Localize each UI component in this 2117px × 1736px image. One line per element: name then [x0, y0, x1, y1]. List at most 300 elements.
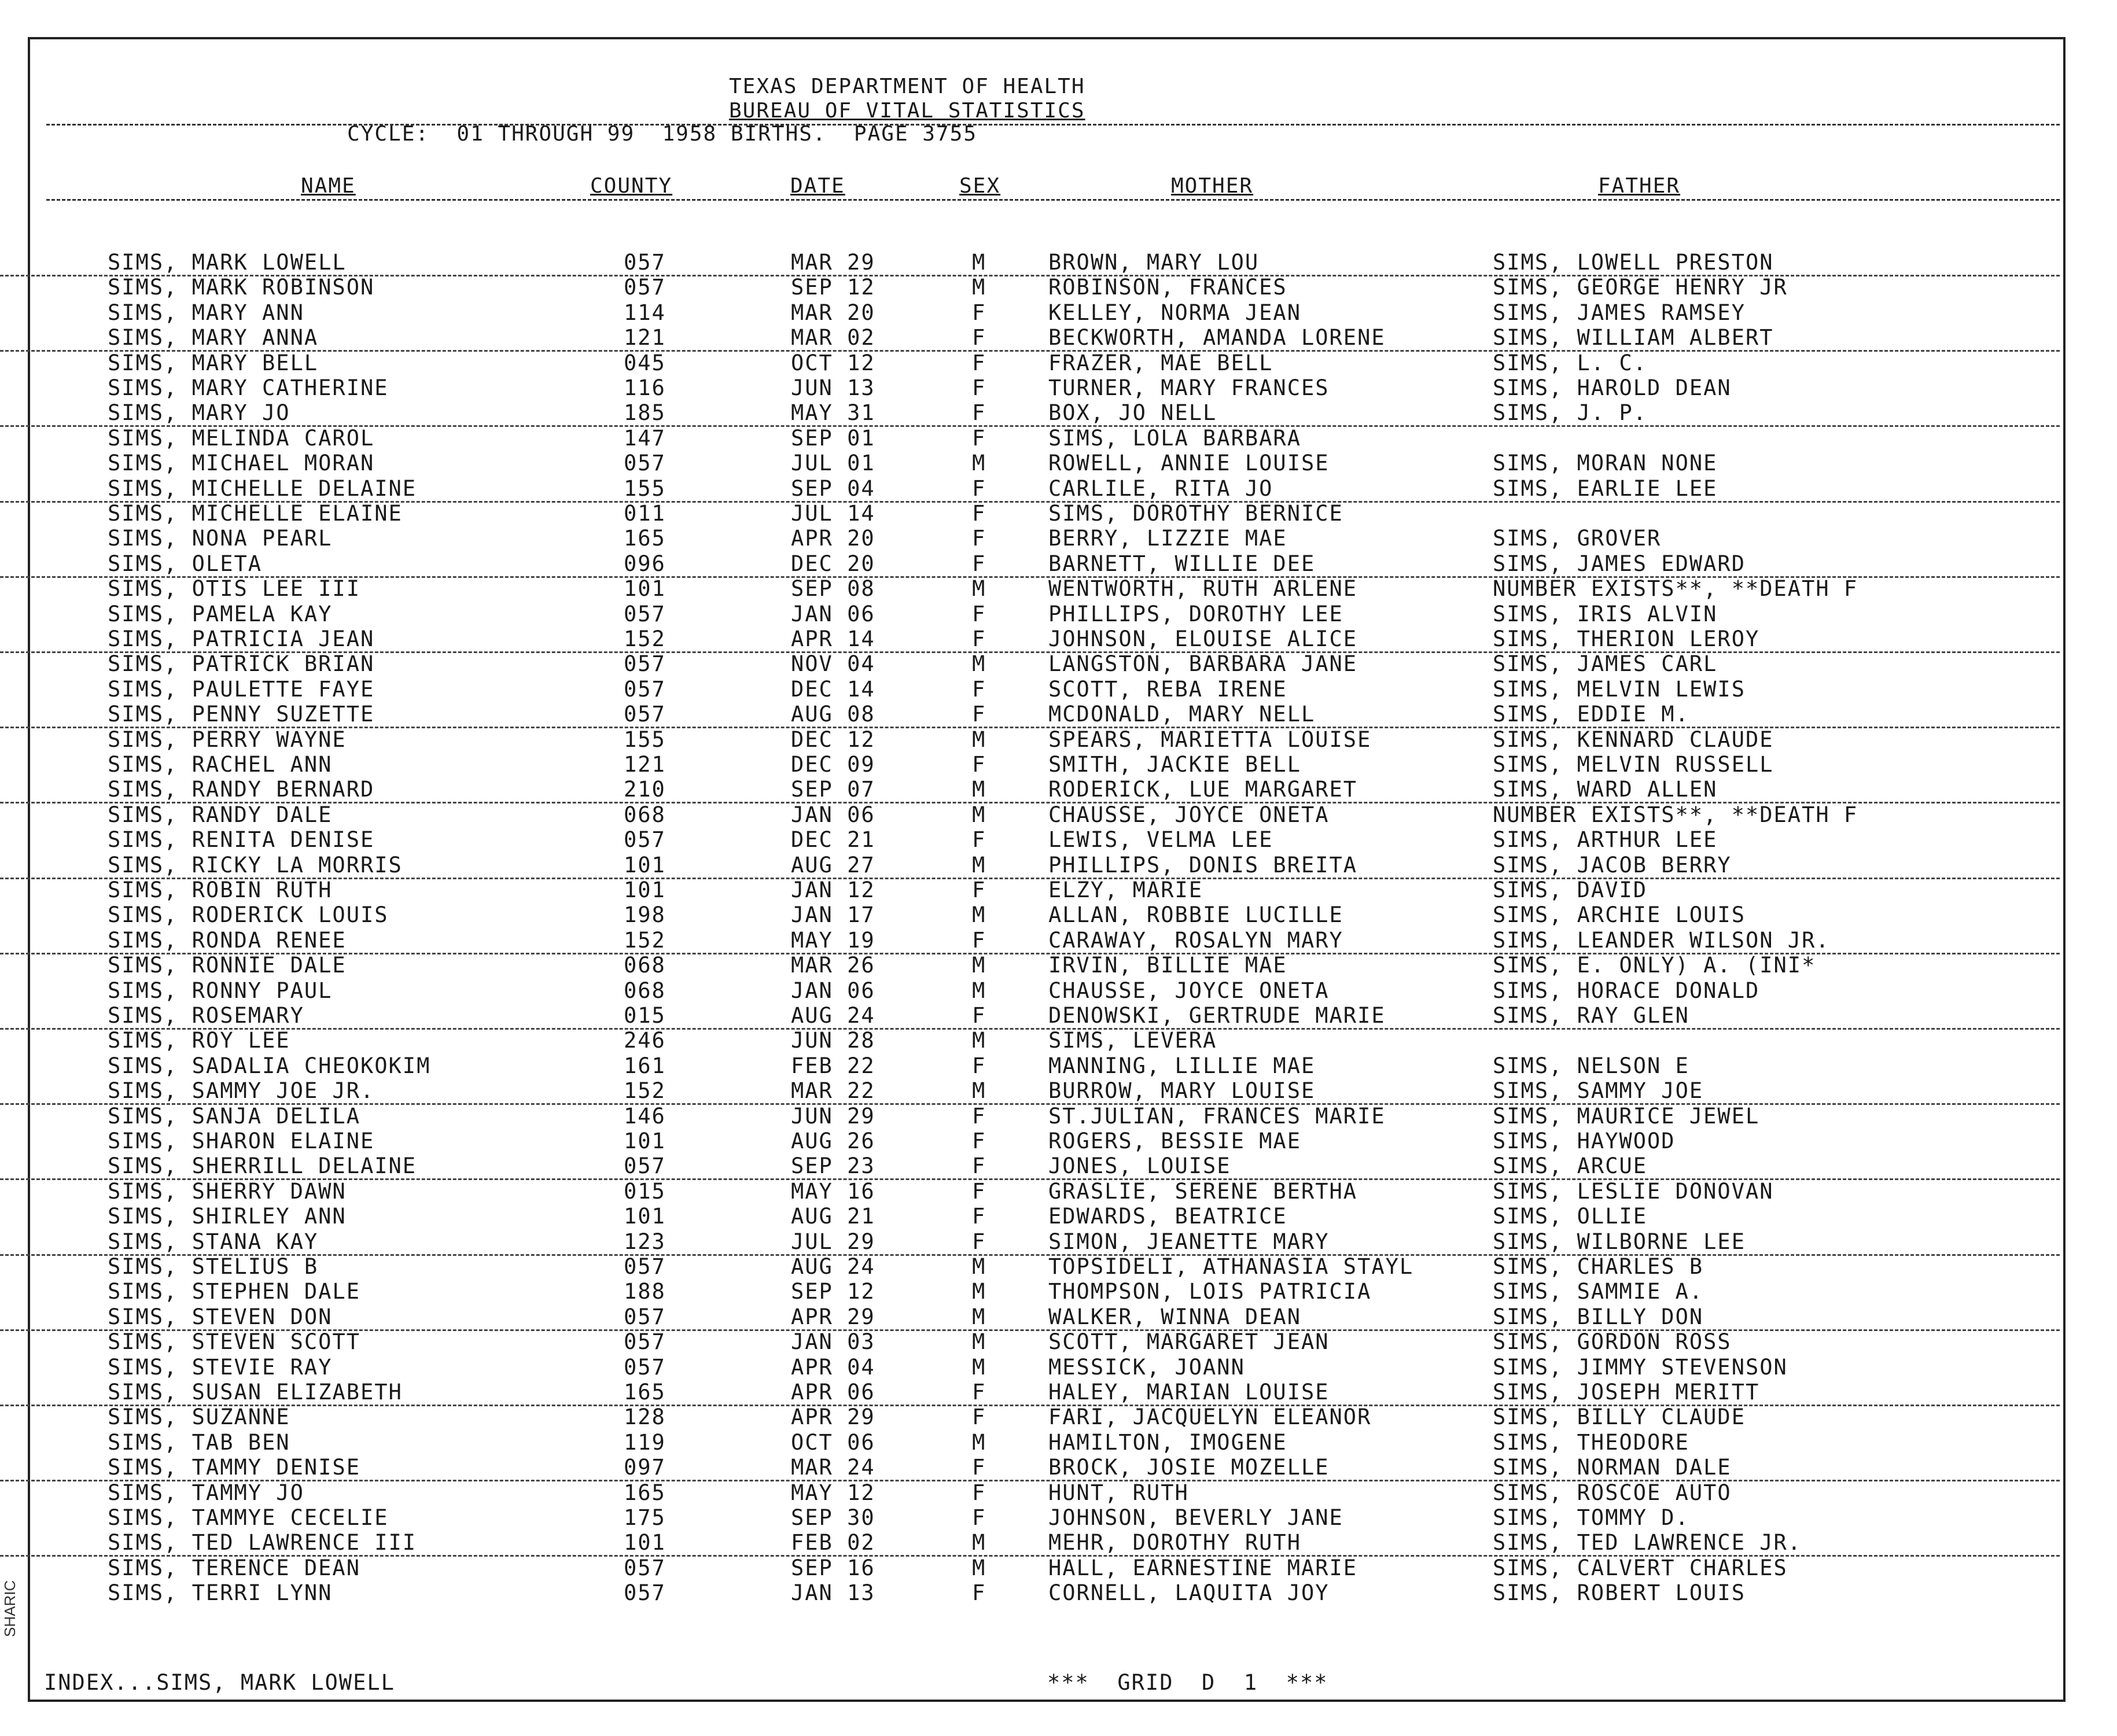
cell-mother: THOMPSON, LOIS PATRICIA [1048, 1279, 1372, 1304]
cell-sex: F [972, 1455, 986, 1480]
cell-sex: F [972, 677, 986, 702]
cell-date: MAR 24 [791, 1455, 875, 1480]
cell-mother: FARI, JACQUELYN ELEANOR [1048, 1405, 1372, 1429]
cell-date: FEB 02 [791, 1530, 875, 1555]
cell-county: 175 [624, 1505, 666, 1530]
cell-mother: SIMS, DOROTHY BERNICE [1048, 501, 1343, 526]
cell-sex: M [972, 451, 986, 476]
cell-father: NUMBER EXISTS**, **DEATH F [1493, 802, 1858, 827]
table-row [0, 426, 2060, 451]
cell-name: SIMS, PATRICIA JEAN [108, 626, 375, 651]
cell-father: SIMS, JAMES RAMSEY [1493, 300, 1746, 325]
cell-father: SIMS, ROBERT LOUIS [1493, 1580, 1746, 1605]
cell-county: 161 [624, 1053, 666, 1078]
cell-father: SIMS, GROVER [1493, 526, 1662, 551]
table-row [0, 375, 2060, 400]
cell-sex: F [972, 827, 986, 852]
cell-date: JAN 12 [791, 878, 875, 902]
cell-county: 119 [624, 1430, 666, 1455]
cell-name: SIMS, TED LAWRENCE III [108, 1530, 417, 1555]
cell-mother: IRVIN, BILLIE MAE [1048, 953, 1287, 978]
table-row [0, 1078, 2060, 1105]
cell-name: SIMS, RICKY LA MORRIS [108, 853, 403, 878]
cell-county: 068 [624, 978, 666, 1003]
cell-date: JAN 13 [791, 1580, 875, 1605]
cell-date: JUN 28 [791, 1028, 875, 1053]
cell-sex: M [972, 576, 986, 601]
cell-name: SIMS, MICHELLE DELAINE [108, 476, 417, 501]
table-row [0, 1279, 2060, 1304]
cell-name: SIMS, SUZANNE [108, 1405, 290, 1429]
cell-mother: HALEY, MARIAN LOUISE [1048, 1380, 1330, 1405]
cell-name: SIMS, RONNY PAUL [108, 978, 333, 1003]
cell-county: 045 [624, 351, 666, 375]
cell-date: NOV 04 [791, 651, 875, 676]
cell-mother: LANGSTON, BARBARA JANE [1048, 651, 1358, 676]
cell-father: SIMS, SAMMY JOE [1493, 1078, 1704, 1103]
cell-county: 057 [624, 1153, 666, 1178]
cell-date: APR 14 [791, 626, 875, 651]
cell-name: SIMS, STEPHEN DALE [108, 1279, 360, 1304]
cell-county: 101 [624, 853, 666, 878]
cell-county: 057 [624, 677, 666, 702]
cell-name: SIMS, RONDA RENEE [108, 928, 347, 953]
cell-date: SEP 23 [791, 1153, 875, 1178]
cell-name: SIMS, PENNY SUZETTE [108, 702, 375, 727]
cell-county: 057 [624, 651, 666, 676]
cell-county: 123 [624, 1229, 666, 1254]
table-row [0, 1580, 2060, 1605]
cell-mother: WENTWORTH, RUTH ARLENE [1048, 576, 1358, 601]
column-header-date: DATE [790, 174, 845, 198]
cell-date: SEP 04 [791, 476, 875, 501]
cell-mother: JOHNSON, ELOUISE ALICE [1048, 626, 1358, 651]
cell-county: 096 [624, 551, 666, 576]
cell-date: JUN 13 [791, 375, 875, 400]
cell-mother: MEHR, DOROTHY RUTH [1048, 1530, 1301, 1555]
cell-name: SIMS, RACHEL ANN [108, 752, 333, 777]
cell-date: SEP 12 [791, 1279, 875, 1304]
table-row [0, 1104, 2060, 1129]
cell-father: SIMS, JOSEPH MERITT [1493, 1380, 1760, 1405]
cell-date: AUG 26 [791, 1129, 875, 1153]
cell-father: SIMS, GEORGE HENRY JR [1493, 275, 1788, 300]
cell-name: SIMS, ROBIN RUTH [108, 878, 333, 902]
cell-date: MAY 19 [791, 928, 875, 953]
cell-sex: F [972, 1480, 986, 1505]
cell-county: 147 [624, 426, 666, 451]
cell-mother: SIMS, LOLA BARBARA [1048, 426, 1301, 451]
cell-mother: LEWIS, VELMA LEE [1048, 827, 1273, 852]
column-header-mother: MOTHER [1171, 174, 1254, 198]
cell-mother: WALKER, WINNA DEAN [1048, 1304, 1301, 1329]
cell-name: SIMS, TERRI LYNN [108, 1580, 333, 1605]
cell-county: 057 [624, 250, 666, 275]
column-header-divider [46, 199, 2060, 201]
cell-mother: DENOWSKI, GERTRUDE MARIE [1048, 1003, 1386, 1028]
cell-sex: F [972, 1204, 986, 1229]
cell-sex: M [972, 1304, 986, 1329]
table-row [0, 827, 2060, 852]
cell-name: SIMS, PAULETTE FAYE [108, 677, 375, 702]
table-row [0, 526, 2060, 551]
table-row [0, 777, 2060, 804]
cell-county: 057 [624, 1556, 666, 1580]
cell-father: SIMS, THERION LEROY [1493, 626, 1760, 651]
cell-date: MAY 12 [791, 1480, 875, 1505]
table-row [0, 1129, 2060, 1153]
cell-sex: M [972, 1078, 986, 1103]
cell-name: SIMS, RODERICK LOUIS [108, 902, 389, 927]
table-row [0, 727, 2060, 752]
table-row [0, 1455, 2060, 1481]
cell-father: NUMBER EXISTS**, **DEATH F [1493, 576, 1858, 601]
cell-name: SIMS, MARY CATHERINE [108, 375, 389, 400]
cell-father: SIMS, JACOB BERRY [1493, 853, 1732, 878]
cell-name: SIMS, SANJA DELILA [108, 1104, 360, 1129]
cell-mother: BROCK, JOSIE MOZELLE [1048, 1455, 1330, 1480]
cell-father: SIMS, BILLY DON [1493, 1304, 1704, 1329]
cell-mother: ROWELL, ANNIE LOUISE [1048, 451, 1330, 476]
cell-date: AUG 08 [791, 702, 875, 727]
cell-sex: M [972, 853, 986, 878]
cell-sex: M [972, 1279, 986, 1304]
table-row [0, 1505, 2060, 1530]
cell-county: 146 [624, 1104, 666, 1129]
cell-county: 057 [624, 702, 666, 727]
table-row [0, 576, 2060, 601]
cell-mother: SPEARS, MARIETTA LOUISE [1048, 727, 1372, 752]
cell-mother: JOHNSON, BEVERLY JANE [1048, 1505, 1343, 1530]
cell-name: SIMS, OLETA [108, 551, 263, 576]
cell-sex: F [972, 351, 986, 375]
cell-county: 101 [624, 576, 666, 601]
cell-sex: F [972, 325, 986, 350]
cell-name: SIMS, SHARON ELAINE [108, 1129, 375, 1153]
cell-father: SIMS, NORMAN DALE [1493, 1455, 1732, 1480]
cell-county: 068 [624, 802, 666, 827]
cell-sex: M [972, 978, 986, 1003]
cell-mother: CHAUSSE, JOYCE ONETA [1048, 802, 1330, 827]
cell-father: SIMS, TOMMY D. [1493, 1505, 1689, 1530]
cell-father: SIMS, JAMES EDWARD [1493, 551, 1746, 576]
cell-mother: SCOTT, MARGARET JEAN [1048, 1329, 1330, 1354]
cell-mother: KELLEY, NORMA JEAN [1048, 300, 1301, 325]
cell-mother: TURNER, MARY FRANCES [1048, 375, 1330, 400]
cell-date: APR 29 [791, 1405, 875, 1429]
cell-father: SIMS, BILLY CLAUDE [1493, 1405, 1746, 1429]
cell-father: SIMS, WILLIAM ALBERT [1493, 325, 1774, 350]
table-row [0, 250, 2060, 277]
cell-name: SIMS, TAMMY DENISE [108, 1455, 360, 1480]
cell-county: 185 [624, 400, 666, 425]
table-row [0, 1053, 2060, 1078]
cell-name: SIMS, TERENCE DEAN [108, 1556, 360, 1580]
cell-date: MAR 22 [791, 1078, 875, 1103]
cell-county: 101 [624, 1530, 666, 1555]
cell-county: 165 [624, 1480, 666, 1505]
cell-father: SIMS, ARCHIE LOUIS [1493, 902, 1746, 927]
table-row [0, 626, 2060, 653]
column-header-father: FATHER [1598, 174, 1681, 198]
cell-name: SIMS, ROY LEE [108, 1028, 290, 1053]
table-row [0, 1530, 2060, 1557]
cell-county: 152 [624, 1078, 666, 1103]
cell-name: SIMS, SAMMY JOE JR. [108, 1078, 375, 1103]
cell-sex: F [972, 928, 986, 953]
cell-sex: F [972, 1405, 986, 1429]
cell-sex: M [972, 651, 986, 676]
cell-date: JAN 03 [791, 1329, 875, 1354]
cell-sex: M [972, 727, 986, 752]
cell-name: SIMS, RENITA DENISE [108, 827, 375, 852]
cell-father: SIMS, LESLIE DONOVAN [1493, 1179, 1774, 1204]
cell-mother: ALLAN, ROBBIE LUCILLE [1048, 902, 1343, 927]
cell-county: 057 [624, 1329, 666, 1354]
cell-date: JAN 06 [791, 978, 875, 1003]
cell-date: JAN 06 [791, 802, 875, 827]
cell-father: SIMS, ARTHUR LEE [1493, 827, 1718, 852]
cell-father: SIMS, IRIS ALVIN [1493, 602, 1718, 626]
cell-date: JUN 29 [791, 1104, 875, 1129]
cell-father: SIMS, TED LAWRENCE JR. [1493, 1530, 1802, 1555]
cell-name: SIMS, RANDY BERNARD [108, 777, 375, 802]
cell-date: AUG 21 [791, 1204, 875, 1229]
cell-county: 057 [624, 451, 666, 476]
cell-date: FEB 22 [791, 1053, 875, 1078]
cell-mother: BURROW, MARY LOUISE [1048, 1078, 1316, 1103]
table-row [0, 1179, 2060, 1204]
cell-father: SIMS, THEODORE [1493, 1430, 1689, 1455]
cell-sex: F [972, 526, 986, 551]
table-row [0, 275, 2060, 300]
cell-date: JUL 01 [791, 451, 875, 476]
cell-father: SIMS, ROSCOE AUTO [1493, 1480, 1732, 1505]
cell-sex: F [972, 300, 986, 325]
cell-father: SIMS, GORDON ROSS [1493, 1329, 1732, 1354]
cell-county: 015 [624, 1179, 666, 1204]
cell-mother: SIMON, JEANETTE MARY [1048, 1229, 1330, 1254]
cell-mother: CORNELL, LAQUITA JOY [1048, 1580, 1330, 1605]
footer-grid: *** GRID D 1 *** [1047, 1670, 1328, 1695]
cell-county: 121 [624, 325, 666, 350]
side-stamp: SHARIC [1, 1580, 19, 1637]
cell-sex: F [972, 752, 986, 777]
cell-father: SIMS, HORACE DONALD [1493, 978, 1760, 1003]
table-row [0, 1380, 2060, 1406]
cell-father: SIMS, MAURICE JEWEL [1493, 1104, 1760, 1129]
table-row [0, 752, 2060, 777]
table-row [0, 1304, 2060, 1331]
cell-sex: F [972, 1179, 986, 1204]
cell-name: SIMS, SHERRY DAWN [108, 1179, 347, 1204]
cell-date: JUL 29 [791, 1229, 875, 1254]
cell-county: 155 [624, 476, 666, 501]
cell-county: 188 [624, 1279, 666, 1304]
cell-county: 114 [624, 300, 666, 325]
cell-name: SIMS, SADALIA CHEOKOKIM [108, 1053, 431, 1078]
cell-name: SIMS, NONA PEARL [108, 526, 333, 551]
cell-father: SIMS, CALVERT CHARLES [1493, 1556, 1788, 1580]
cell-sex: M [972, 1430, 986, 1455]
cell-name: SIMS, SHERRILL DELAINE [108, 1153, 417, 1178]
cell-father: SIMS, EARLIE LEE [1493, 476, 1718, 501]
cell-mother: EDWARDS, BEATRICE [1048, 1204, 1287, 1229]
cell-date: OCT 12 [791, 351, 875, 375]
cell-date: SEP 08 [791, 576, 875, 601]
cell-father: SIMS, ARCUE [1493, 1153, 1648, 1178]
cell-name: SIMS, MARK ROBINSON [108, 275, 375, 300]
cell-county: 011 [624, 501, 666, 526]
cell-date: APR 06 [791, 1380, 875, 1405]
cell-father: SIMS, CHARLES B [1493, 1254, 1704, 1279]
cell-county: 121 [624, 752, 666, 777]
cell-date: SEP 01 [791, 426, 875, 451]
cell-county: 165 [624, 1380, 666, 1405]
cell-date: APR 04 [791, 1355, 875, 1380]
cell-name: SIMS, MARK LOWELL [108, 250, 347, 275]
cell-sex: F [972, 1104, 986, 1129]
cell-county: 097 [624, 1455, 666, 1480]
cell-name: SIMS, MARY BELL [108, 351, 319, 375]
cell-name: SIMS, MARY JO [108, 400, 290, 425]
cell-sex: F [972, 878, 986, 902]
cell-father: SIMS, NELSON E [1493, 1053, 1689, 1078]
table-row [0, 702, 2060, 728]
cell-date: MAY 31 [791, 400, 875, 425]
cell-mother: ST.JULIAN, FRANCES MARIE [1048, 1104, 1386, 1129]
cell-mother: ROBINSON, FRANCES [1048, 275, 1287, 300]
header-bureau: BUREAU OF VITAL STATISTICS [729, 99, 1085, 123]
cell-name: SIMS, RANDY DALE [108, 802, 333, 827]
cell-mother: BROWN, MARY LOU [1048, 250, 1260, 275]
cell-date: SEP 30 [791, 1505, 875, 1530]
cell-father: SIMS, MORAN NONE [1493, 451, 1718, 476]
cell-date: SEP 07 [791, 777, 875, 802]
cell-sex: F [972, 602, 986, 626]
table-row [0, 677, 2060, 702]
cell-county: 057 [624, 602, 666, 626]
cell-county: 165 [624, 526, 666, 551]
cell-name: SIMS, MICHAEL MORAN [108, 451, 375, 476]
cell-father: SIMS, J. P. [1493, 400, 1648, 425]
cell-county: 198 [624, 902, 666, 927]
cell-date: DEC 09 [791, 752, 875, 777]
cell-sex: F [972, 626, 986, 651]
table-row [0, 1254, 2060, 1279]
cell-sex: M [972, 1028, 986, 1053]
cell-county: 057 [624, 1580, 666, 1605]
cell-sex: M [972, 902, 986, 927]
cell-mother: MESSICK, JOANN [1048, 1355, 1245, 1380]
cell-name: SIMS, ROSEMARY [108, 1003, 304, 1028]
cell-county: 068 [624, 953, 666, 978]
cell-name: SIMS, TAMMYE CECELIE [108, 1505, 389, 1530]
cell-date: APR 20 [791, 526, 875, 551]
cell-date: SEP 12 [791, 275, 875, 300]
cell-sex: F [972, 1229, 986, 1254]
cell-sex: F [972, 400, 986, 425]
cell-sex: F [972, 1053, 986, 1078]
cell-mother: SMITH, JACKIE BELL [1048, 752, 1301, 777]
column-header-county: COUNTY [590, 174, 673, 198]
cell-mother: HAMILTON, IMOGENE [1048, 1430, 1287, 1455]
cell-name: SIMS, MARY ANNA [108, 325, 319, 350]
cell-date: JAN 06 [791, 602, 875, 626]
cell-father: SIMS, L. C. [1493, 351, 1648, 375]
cell-county: 057 [624, 827, 666, 852]
cell-sex: M [972, 953, 986, 978]
cell-county: 210 [624, 777, 666, 802]
cell-name: SIMS, MICHELLE ELAINE [108, 501, 403, 526]
cell-mother: ROGERS, BESSIE MAE [1048, 1129, 1301, 1153]
column-header-name: NAME [301, 174, 356, 198]
cell-date: SEP 16 [791, 1556, 875, 1580]
cell-sex: M [972, 1556, 986, 1580]
cell-date: AUG 24 [791, 1254, 875, 1279]
table-row [0, 802, 2060, 827]
cell-mother: GRASLIE, SERENE BERTHA [1048, 1179, 1358, 1204]
cell-name: SIMS, PERRY WAYNE [108, 727, 347, 752]
cell-county: 152 [624, 928, 666, 953]
cell-mother: BARNETT, WILLIE DEE [1048, 551, 1316, 576]
cell-date: MAR 20 [791, 300, 875, 325]
cell-sex: M [972, 275, 986, 300]
cell-name: SIMS, MARY ANN [108, 300, 304, 325]
cell-father: SIMS, SAMMIE A. [1493, 1279, 1704, 1304]
cell-county: 128 [624, 1405, 666, 1429]
cell-mother: CARLILE, RITA JO [1048, 476, 1273, 501]
table-row [0, 1556, 2060, 1580]
cell-mother: HALL, EARNESTINE MARIE [1048, 1556, 1358, 1580]
cell-date: OCT 06 [791, 1430, 875, 1455]
cell-name: SIMS, TAB BEN [108, 1430, 290, 1455]
cell-mother: FRAZER, MAE BELL [1048, 351, 1273, 375]
cell-father: SIMS, WARD ALLEN [1493, 777, 1718, 802]
table-row [0, 300, 2060, 325]
cell-sex: M [972, 802, 986, 827]
table-row [0, 1329, 2060, 1354]
cell-father: SIMS, OLLIE [1493, 1204, 1648, 1229]
cell-county: 057 [624, 275, 666, 300]
cell-mother: MANNING, LILLIE MAE [1048, 1053, 1316, 1078]
cell-name: SIMS, MELINDA CAROL [108, 426, 375, 451]
cell-sex: F [972, 476, 986, 501]
cell-date: JUL 14 [791, 501, 875, 526]
cell-father: SIMS, MELVIN LEWIS [1493, 677, 1746, 702]
table-row [0, 853, 2060, 879]
cell-name: SIMS, PATRICK BRIAN [108, 651, 375, 676]
cell-father: SIMS, E. ONLY) A. (INI* [1493, 953, 1816, 978]
cell-father: SIMS, EDDIE M. [1493, 702, 1689, 727]
table-row [0, 953, 2060, 978]
table-row [0, 351, 2060, 375]
cell-county: 101 [624, 878, 666, 902]
cell-sex: F [972, 501, 986, 526]
table-row [0, 902, 2060, 927]
cell-county: 057 [624, 1254, 666, 1279]
cell-date: DEC 14 [791, 677, 875, 702]
cell-father: SIMS, KENNARD CLAUDE [1493, 727, 1774, 752]
cell-sex: F [972, 1505, 986, 1530]
cell-date: DEC 12 [791, 727, 875, 752]
cell-sex: F [972, 1153, 986, 1178]
cell-mother: SCOTT, REBA IRENE [1048, 677, 1287, 702]
cell-name: SIMS, STANA KAY [108, 1229, 319, 1254]
cell-county: 116 [624, 375, 666, 400]
cell-father: SIMS, HAROLD DEAN [1493, 375, 1732, 400]
table-row [0, 1405, 2060, 1429]
